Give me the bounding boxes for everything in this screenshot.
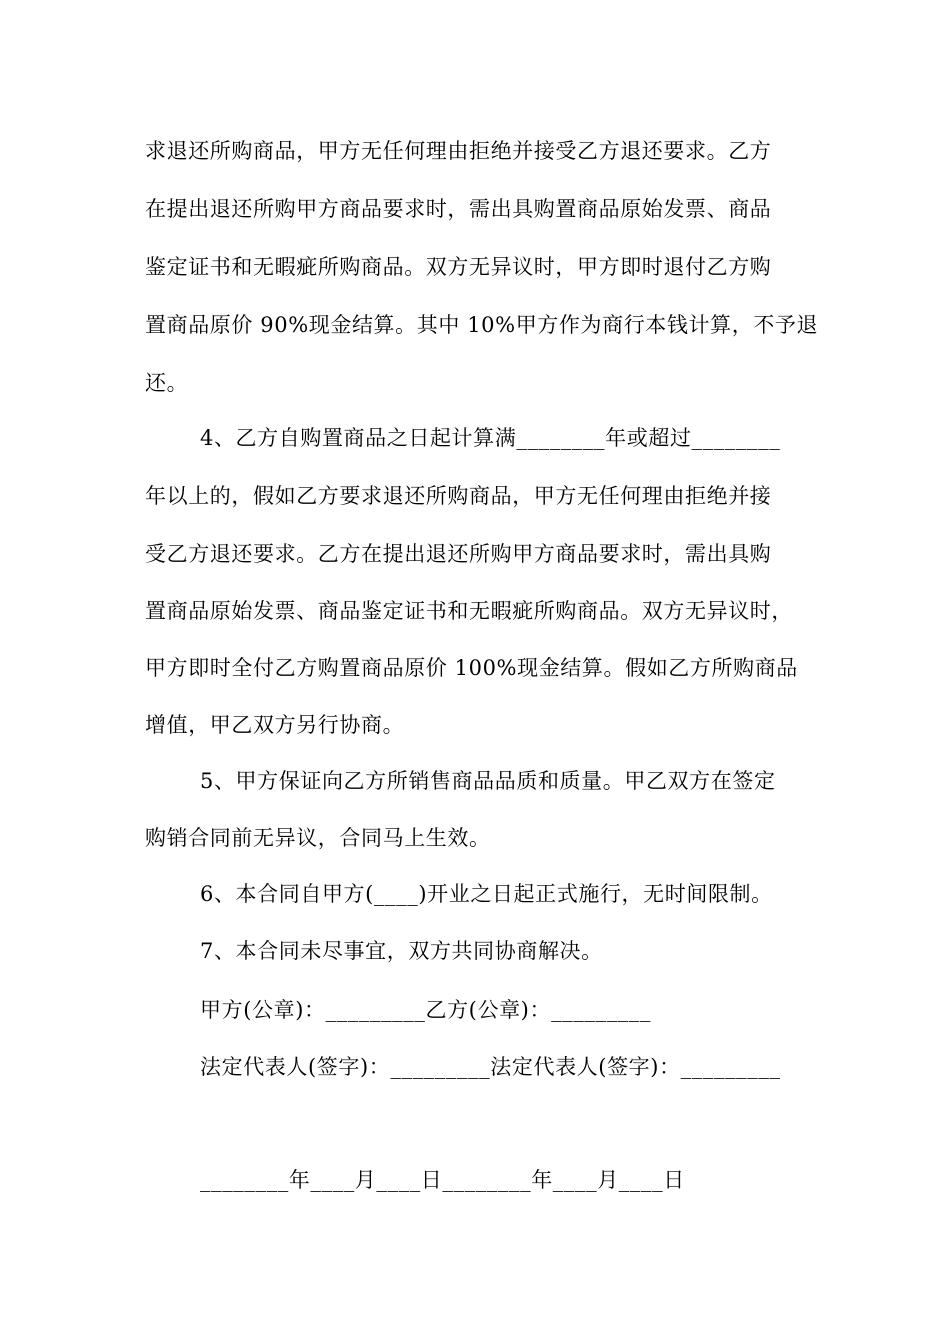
clause-4-line-3: 受乙方退还要求。乙方在提出退还所购甲方商品要求时，需出具购 <box>145 542 772 566</box>
paragraph-3-line-4: 置商品原价 90%现金结算。其中 10%甲方作为商行本钱计算，不予退 <box>145 313 819 337</box>
paragraph-3-line-3: 鉴定证书和无暇疵所购商品。双方无异议时，甲方即时退付乙方购 <box>145 255 772 279</box>
clause-4-line-4: 置商品原始发票、商品鉴定证书和无暇疵所购商品。双方无异议时， <box>145 599 793 623</box>
clause-4-line-1: 4、乙方自购置商品之日起计算满________年或超过________ <box>200 426 781 450</box>
paragraph-3-line-5: 还。 <box>145 371 189 395</box>
signature-line: 法定代表人(签字)：_________法定代表人(签字)：_________ <box>200 1055 781 1079</box>
clause-5-line-2: 购销合同前无异议，合同马上生效。 <box>145 826 491 850</box>
clause-6: 6、本合同自甲方(____)开业之日起正式施行，无时间限制。 <box>200 882 773 906</box>
clause-5-line-1: 5、甲方保证向乙方所销售商品品质和质量。甲乙双方在签定 <box>200 769 776 793</box>
clause-4-line-5: 甲方即时全付乙方购置商品原价 100%现金结算。假如乙方所购商品 <box>145 656 798 680</box>
clause-4-line-6: 增值，甲乙双方另行协商。 <box>145 713 405 737</box>
seal-line: 甲方(公章)：_________乙方(公章)：_________ <box>200 998 651 1022</box>
paragraph-3-line-1: 求退还所购商品，甲方无任何理由拒绝并接受乙方退还要求。乙方 <box>145 139 772 163</box>
date-line: ________年____月____日________年____月____日 <box>200 1168 685 1192</box>
paragraph-3-line-2: 在提出退还所购甲方商品要求时，需出具购置商品原始发票、商品 <box>145 197 772 221</box>
clause-4-line-2: 年以上的，假如乙方要求退还所购商品，甲方无任何理由拒绝并接 <box>145 484 772 508</box>
clause-7: 7、本合同未尽事宜，双方共同协商解决。 <box>200 939 603 963</box>
